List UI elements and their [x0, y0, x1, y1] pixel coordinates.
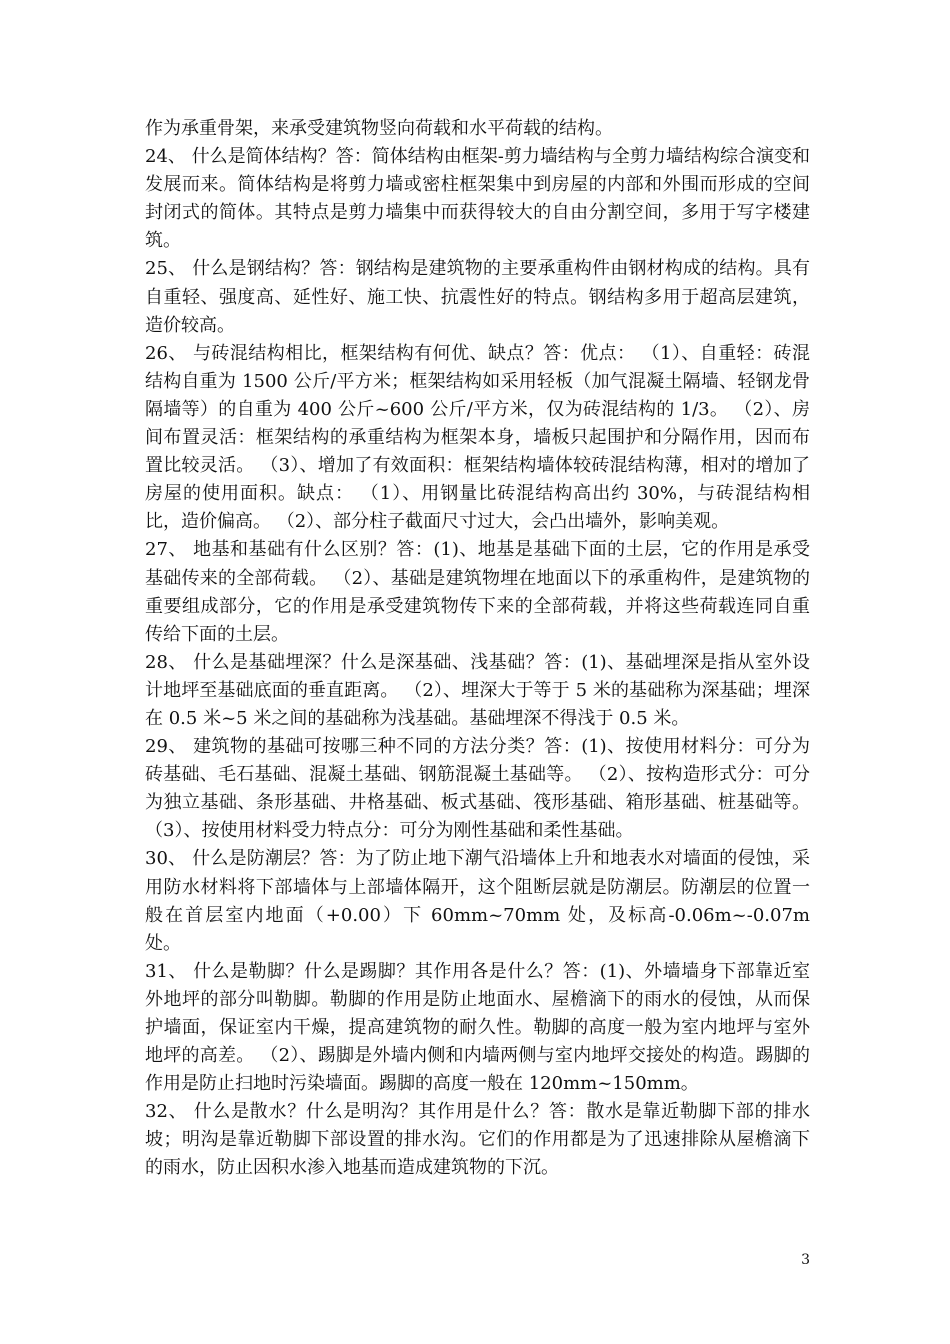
paragraph-q28: 28、 什么是基础埋深？什么是深基础、浅基础？答：(1)、基础埋深是指从室外设计地坪至基础底面的垂直距离。 （2）、埋深大于等于 5 米的基础称为深基础；埋深在 0.5 米~5 米之间的基础称为浅基础。基础埋深不得浅于 0.5 米。 — [145, 651, 810, 729]
page-number: 3 — [801, 1252, 810, 1268]
document-body — [145, 115, 810, 1183]
paragraph-q30: 30、 什么是防潮层？答：为了防止地下潮气沿墙体上升和地表水对墙面的侵蚀，采用防水材料将下部墙体与上部墙体隔开，这个阻断层就是防潮层。防潮层的位置一般在首层室内地面（+0.00）下 60mm~70mm 处，及标高-0.06m~-0.07m 处。 — [145, 848, 810, 954]
paragraph-q27: 27、 地基和基础有什么区别？答：(1)、地基是基础下面的土层，它的作用是承受基础传来的全部荷载。 （2）、基础是建筑物埋在地面以下的承重构件，是建筑物的重要组成部分，它的作用是承受建筑物传下来的全部荷载，并将这些荷载连同自重传给下面的土层。 — [145, 539, 810, 645]
paragraph-continuation: 作为承重骨架，来承受建筑物竖向荷载和水平荷载的结构。 — [145, 118, 613, 139]
paragraph-q31: 31、 什么是勒脚？什么是踢脚？其作用各是什么？答：(1)、外墙墙身下部靠近室外地坪的部分叫勒脚。勒脚的作用是防止地面水、屋檐滴下的雨水的侵蚀，从而保护墙面，保证室内干燥，提高建筑物的耐久性。勒脚的高度一般为室内地坪与室外地坪的高差。 （2）、踢脚是外墙内侧和内墙两侧与室内地坪交接处的构造。踢脚的作用是防止扫地时污染墙面。踢脚的高度一般在 120mm~150mm。 — [145, 960, 810, 1095]
paragraph-q25: 25、 什么是钢结构？答：钢结构是建筑物的主要承重构件由钢材构成的结构。具有自重轻、强度高、延性好、施工快、抗震性好的特点。钢结构多用于超高层建筑，造价较高。 — [145, 258, 810, 336]
paragraph-q29: 29、 建筑物的基础可按哪三种不同的方法分类？答：(1)、按使用材料分：可分为砖基础、毛石基础、混凝土基础、钢筋混凝土基础等。 （2）、按构造形式分：可分为独立基础、条形基础、井格基础、板式基础、筏形基础、箱形基础、桩基础等。 （3）、按使用材料受力特点分：可分为刚性基础和柔性基础。 — [145, 736, 810, 842]
paragraph-q24: 24、 什么是简体结构？答：简体结构由框架-剪力墙结构与全剪力墙结构综合演变和发展而来。简体结构是将剪力墙或密柱框架集中到房屋的内部和外围而形成的空间封闭式的简体。其特点是剪力墙集中而获得较大的自由分割空间，多用于写字楼建筑。 — [145, 146, 810, 252]
paragraph-q26: 26、 与砖混结构相比，框架结构有何优、缺点？答：优点： （1）、自重轻：砖混结构自重为 1500 公斤/平方米；框架结构如采用轻板（加气混凝土隔墙、轻钢龙骨隔墙等）的自重为 400 公斤~600 公斤/平方米，仅为砖混结构的 1/3。 （2）、房间布置灵活：框架结构的承重结构为框架本身，墙板只起围护和分隔作用，因而布置比较灵活。 （3）、增加了有效面积：框架结构墙体较砖混结构薄，相对的增加了房屋的使用面积。缺点： （1）、用钢量比砖混结构高出约 30%，与砖混结构相比，造价偏高。 （2）、部分柱子截面尺寸过大，会凸出墙外，影响美观。 — [145, 342, 810, 533]
paragraph-q32: 32、 什么是散水？什么是明沟？其作用是什么？答：散水是靠近勒脚下部的排水坡；明沟是靠近勒脚下部设置的排水沟。它们的作用都是为了迅速排除从屋檐滴下的雨水，防止因积水渗入地基而造成建筑物的下沉。 — [145, 1101, 810, 1179]
